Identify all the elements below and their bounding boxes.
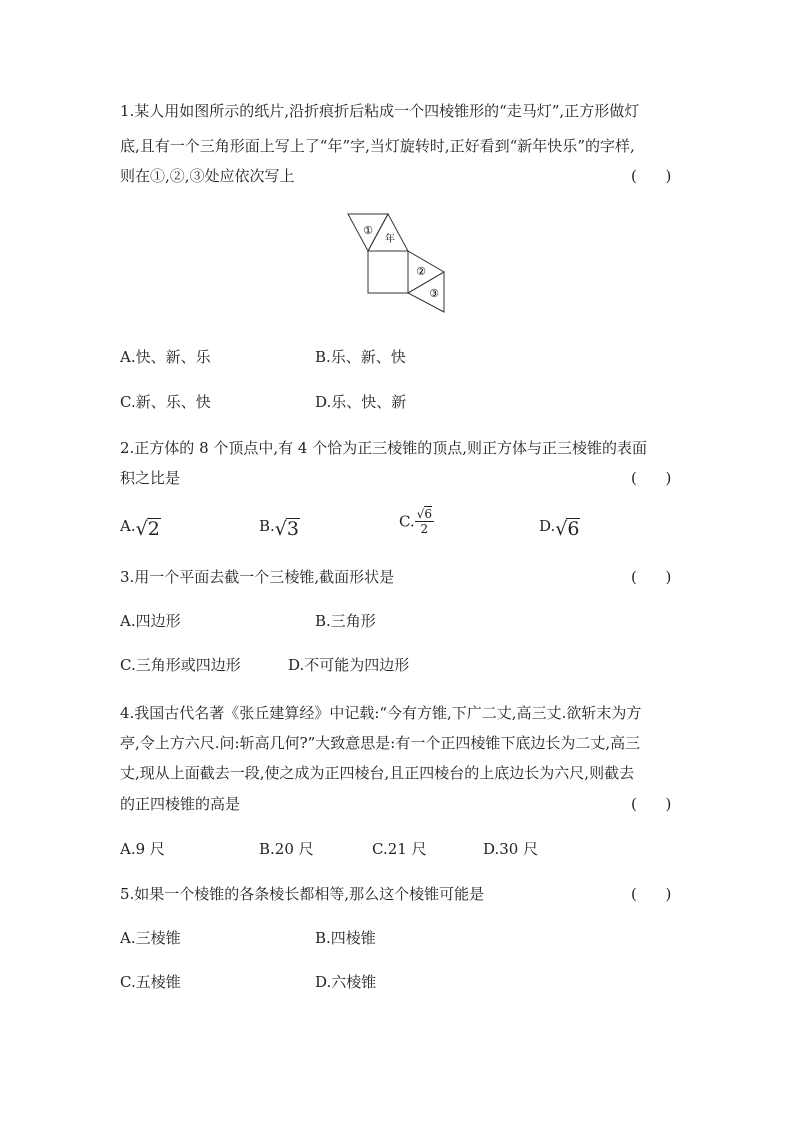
q2-option-c-numerator [415,507,434,522]
q2-option-d-sqrt [555,518,580,540]
q1-option-b: B.乐、新、快 [315,348,406,366]
q5-answer-bracket: ( ) [631,885,672,903]
q2-option-a [120,516,161,540]
q2-option-a-radicand: 2 [147,518,160,540]
q4-option-b: B.20 尺 [259,840,314,858]
q2-text-line-2: 积之比是 [120,469,181,487]
q1-option-c: C.新、乐、快 [120,393,211,411]
q1-text-line-1: 1.某人用如图所示的纸片,沿折痕折后粘成一个四棱锥形的“走马灯”,正方形做灯 [120,102,640,120]
q5-option-b: B.四棱锥 [315,929,376,947]
q1-answer-bracket: ( ) [631,167,672,185]
q5-option-c: C.五棱锥 [120,973,181,991]
q3-text-line-1: 3.用一个平面去截一个三棱锥,截面形状是 [120,568,395,586]
q2-option-b [259,516,300,540]
q3-answer-bracket: ( ) [631,568,672,586]
q2-option-b-prefix: B. [259,517,275,535]
radical-sign-icon: √ [416,507,425,521]
net-label-1: ① [363,224,373,237]
net-label-3: ③ [429,287,439,300]
q2-option-c [399,507,434,536]
q4-option-c: C.21 尺 [372,840,427,858]
q3-option-a: A.四边形 [120,612,181,630]
net-triangle-nian [368,214,408,251]
q3-option-d: D.不可能为四边形 [288,656,410,674]
q2-option-c-denominator: 2 [420,522,429,536]
q5-option-a: A.三棱锥 [120,929,181,947]
net-label-nian: 年 [385,234,395,245]
q2-option-c-fraction [415,507,434,536]
q4-text-line-2: 亭,令上方六尺.问:斩高几何?”大致意思是:有一个正四棱锥下底边长为二丈,高三 [120,734,641,752]
q2-option-c-prefix: C. [399,512,415,531]
q2-option-b-radicand: 3 [286,518,299,540]
q4-option-d: D.30 尺 [483,840,539,858]
q2-option-d [539,516,580,540]
q4-text-line-3: 丈,现从上面截去一段,使之成为正四棱台,且正四棱台的上底边长为六尺,则截去 [120,764,635,782]
q1-option-d: D.乐、快、新 [315,393,407,411]
net-square-base [368,251,408,293]
net-label-2: ② [416,265,426,278]
radical-sign-icon: √ [555,518,568,540]
q3-option-b: B.三角形 [315,612,376,630]
q2-option-a-sqrt [136,518,161,540]
q2-option-b-sqrt [275,518,300,540]
q1-text-line-2: 底,且有一个三角形面上写上了“年”字,当灯旋转时,正好看到“新年快乐”的字样, [120,137,635,155]
q4-answer-bracket: ( ) [631,795,672,813]
q2-option-d-prefix: D. [539,517,556,535]
q2-option-a-prefix: A. [120,517,136,535]
q3-option-c: C.三角形或四边形 [120,656,241,674]
q1-net-figure [346,211,446,316]
q2-option-d-radicand: 6 [567,518,580,540]
radical-sign-icon: √ [274,518,287,540]
q2-answer-bracket: ( ) [631,469,672,487]
q2-option-c-num-radicand: 6 [424,507,433,521]
q2-text-line-1: 2.正方体的 8 个顶点中,有 4 个恰为正三棱锥的顶点,则正方体与正三棱锥的表面 [120,439,648,457]
q1-text-line-3: 则在①,②,③处应依次写上 [120,167,295,185]
radical-sign-icon: √ [135,518,148,540]
q5-option-d: D.六棱锥 [315,973,377,991]
q1-option-a: A.快、新、乐 [120,348,211,366]
q4-option-a: A.9 尺 [120,840,165,858]
q4-text-line-4: 的正四棱锥的高是 [120,795,241,813]
q4-text-line-1: 4.我国古代名著《张丘建算经》中记载:“今有方锥,下广二丈,高三丈.欲斩末为方 [120,704,642,722]
q5-text-line-1: 5.如果一个棱锥的各条棱长都相等,那么这个棱锥可能是 [120,885,485,903]
